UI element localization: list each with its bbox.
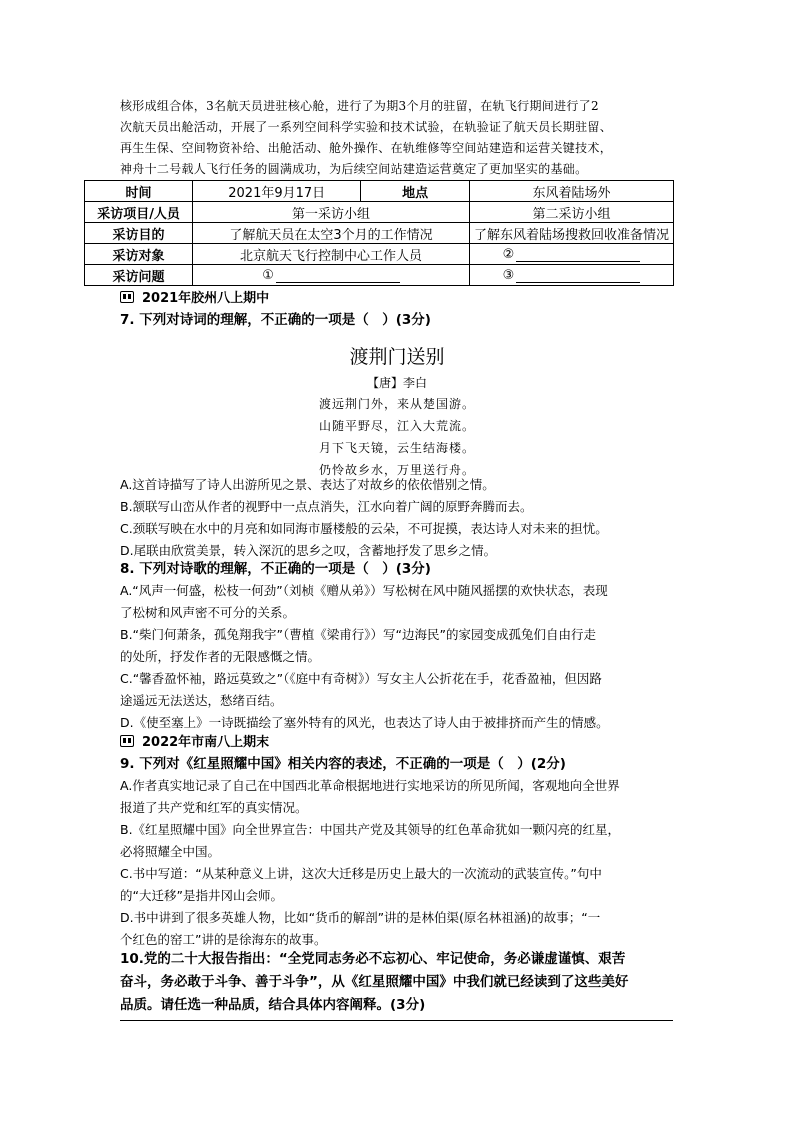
option-c: C.颈联写映在水中的月亮和如同海市蜃楼般的云朵，不可捉摸，表达诗人对未来的担忧。 xyxy=(120,521,608,536)
intro-line: 再生生保、空间物资补给、出舱活动、舱外操作、在轨维修等空间站建造和运营关键技术， xyxy=(120,141,613,155)
group2-cell: 第二采访小组 xyxy=(469,202,673,223)
project-label: 采访项目/人员 xyxy=(85,202,193,223)
place-value: 东风着陆场外 xyxy=(469,181,673,202)
question2-cell xyxy=(469,265,673,286)
option-line: 的处所，抒发作者的无限感慨之情。 xyxy=(120,649,321,664)
option-line: 报道了共产党和红军的真实情况。 xyxy=(120,800,308,815)
question1-marker: ① xyxy=(262,267,274,283)
answer-blank[interactable] xyxy=(516,270,640,283)
option-line: B.《红星照耀中国》向全世界宣告：中国共产党及其领导的红色革命犹如一颗闪亮的红星， xyxy=(120,822,621,837)
option-line: 的“大迁移”是指井冈山会师。 xyxy=(120,888,283,903)
option-a: A.这首诗描写了诗人出游所见之景、表达了对故乡的依依惜别之情。 xyxy=(120,477,495,492)
option-line: D.书中讲到了很多英雄人物，比如“货币的解剖”讲的是林伯渠(原名林祖涵)的故事；“一 xyxy=(120,910,601,925)
answer-blank[interactable] xyxy=(516,249,640,262)
option-d: D.尾联由欣赏美景，转入深沉的思乡之叹，含蓄地抒发了思乡之情。 xyxy=(120,543,497,558)
answer-line[interactable] xyxy=(120,1020,673,1021)
target-label: 采访对象 xyxy=(85,244,193,265)
option-line: D.《使至塞上》一诗既描绘了塞外特有的风光，也表达了诗人由于被排挤而产生的情感。 xyxy=(120,715,609,730)
poem-line: 渡远荆门外，来从楚国游。 xyxy=(318,397,475,411)
table-row xyxy=(85,202,674,223)
intro-paragraph xyxy=(120,96,680,180)
poem-line: 月下飞天镜，云生结海楼。 xyxy=(318,441,475,455)
option-line: A.“风声一何盛，松枝一何劲”（刘桢《赠从弟》）写松树在风中随风摇摆的欢快状态，表现 xyxy=(120,583,608,598)
table-row xyxy=(85,244,674,265)
question-10-line: 奋斗，务必敢于斗争、善于斗争”，从《红星照耀中国》中我们就已经读到了这些美好 xyxy=(120,974,629,990)
answer-blank[interactable] xyxy=(276,270,400,283)
option-line: 个红色的窑工”讲的是徐海东的故事。 xyxy=(120,932,327,947)
poem-line: 山随平野尽，江入大荒流。 xyxy=(318,419,475,433)
purpose1-cell: 了解航天员在太空3个月的工作情况 xyxy=(193,223,470,244)
option-line: 必将照耀全中国。 xyxy=(120,844,221,859)
intro-line: 次航天员出舱活动，开展了一系列空间科学实验和技术试验，在轨验证了航天员长期驻留、 xyxy=(120,120,613,134)
option-line: 途遥远无法送达，愁绪百结。 xyxy=(120,693,283,708)
table-row xyxy=(85,181,674,202)
purpose2-cell: 了解东风着陆场搜救回收准备情况 xyxy=(469,223,673,244)
question-8: 8. 下列对诗歌的理解，不正确的一项是（ ）(3分) xyxy=(120,561,431,577)
target1-cell: 北京航天飞行控制中心工作人员 xyxy=(193,244,470,265)
source-tag xyxy=(120,290,269,308)
question-10-line: 品质。请任选一种品质，结合具体内容阐释。(3分) xyxy=(120,997,426,1013)
purpose-label: 采访目的 xyxy=(85,223,193,244)
film-icon xyxy=(120,291,134,303)
question-9: 9. 下列对《红星照耀中国》相关内容的表述，不正确的一项是（ ）(2分) xyxy=(120,756,566,772)
option-line: A.作者真实地记录了自己在中国西北革命根据地进行实地采访的所见所闻，客观地向全世界 xyxy=(120,778,620,793)
question-label: 采访问题 xyxy=(85,265,193,286)
target2-cell xyxy=(469,244,673,265)
film-icon xyxy=(120,735,134,747)
time-label: 时间 xyxy=(85,181,193,202)
intro-line: 神舟十二号载人飞行任务的圆满成功，为后续空间站建造运营奠定了更加坚实的基础。 xyxy=(120,162,588,176)
source-text: 2021年胶州八上期中 xyxy=(142,291,270,306)
target2-marker: ② xyxy=(502,246,515,262)
table-row xyxy=(85,223,674,244)
source-tag xyxy=(120,734,269,752)
time-value: 2021年9月17日 xyxy=(193,181,361,202)
option-line: C.“馨香盈怀袖，路远莫致之”（《庭中有奇树》）写女主人公折花在手，花香盈袖，但因路 xyxy=(120,671,602,686)
place-label: 地点 xyxy=(361,181,470,202)
intro-line: 核形成组合体，3名航天员进驻核心舱，进行了为期3个月的驻留，在轨飞行期间进行了2 xyxy=(120,99,599,113)
poem-line: 仍怜故乡水，万里送行舟。 xyxy=(318,463,475,477)
poem-author: 【唐】李白 xyxy=(366,376,427,390)
option-line: C.书中写道：“从某种意义上讲，这次大迁移是历史上最大的一次流动的武装宣传。”句中 xyxy=(120,866,602,881)
group1-cell: 第一采访小组 xyxy=(193,202,470,223)
question-10: 10.党的二十大报告指出：“全党同志务必不忘初心、牢记使命，务必谦虚谨慎、艰苦 xyxy=(120,951,626,967)
source-text: 2022年市南八上期末 xyxy=(142,735,270,750)
poem-title: 渡荆门送别 xyxy=(349,346,445,368)
interview-table xyxy=(84,180,674,286)
question-7: 7. 下列对诗词的理解，不正确的一项是（ ）(3分) xyxy=(120,312,431,328)
table-row xyxy=(85,265,674,286)
option-line: 了松树和风声密不可分的关系。 xyxy=(120,605,296,620)
option-b: B.颔联写山峦从作者的视野中一点点消失，江水向着广阔的原野奔腾而去。 xyxy=(120,499,533,514)
question1-cell xyxy=(193,265,470,286)
option-line: B.“柴门何萧条，孤兔翔我宇”（曹植《梁甫行》）写“边海民”的家园变成孤兔们自由行走 xyxy=(120,627,596,642)
question2-marker: ③ xyxy=(502,267,515,283)
